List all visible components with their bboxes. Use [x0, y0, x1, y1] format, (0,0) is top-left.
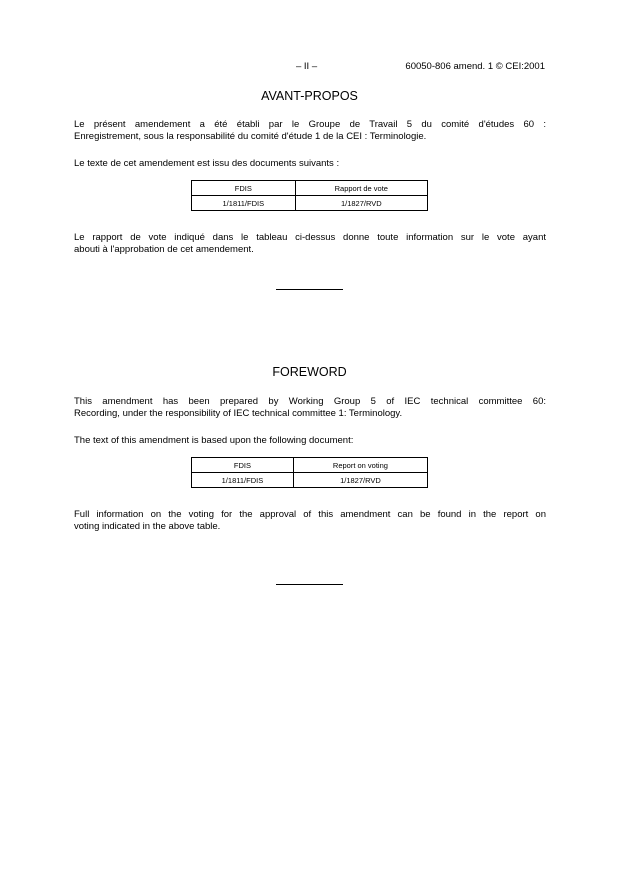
- table-header-fdis: FDIS: [192, 181, 296, 196]
- document-reference: 60050-806 amend. 1 © CEI:2001: [405, 61, 545, 72]
- english-intro-paragraph: [74, 396, 546, 420]
- english-table-intro: The text of this amendment is based upon the following document:: [74, 435, 354, 446]
- english-closing-line-1: Full information on the voting for the approval of this amendment can be found in the report on: [74, 509, 546, 520]
- table-header-row: [192, 458, 428, 473]
- french-intro-line-1: Le présent amendement a été établi par le Groupe de Travail 5 du comité d'études 60 :: [74, 119, 546, 130]
- english-intro-line-1: This amendment has been prepared by Working Group 5 of IEC technical committee 60:: [74, 396, 546, 407]
- table-cell-fdis: 1/1811/FDIS: [192, 473, 294, 488]
- table-header-voting-report: Report on voting: [293, 458, 427, 473]
- english-vote-table: [191, 457, 428, 488]
- french-vote-table: [191, 180, 428, 211]
- english-closing-line-2: voting indicated in the above table.: [74, 521, 221, 532]
- table-cell-rvd: 1/1827/RVD: [295, 196, 427, 211]
- table-cell-fdis: 1/1811/FDIS: [192, 196, 296, 211]
- page-number: – II –: [296, 61, 318, 72]
- french-closing-line-1: Le rapport de vote indiqué dans le tableau ci-dessus donne toute information sur le vote ayant: [74, 232, 546, 243]
- section-divider: [276, 289, 343, 290]
- french-intro-line-2: Enregistrement, sous la responsabilité du comité d'étude 1 de la CEI : Terminologie.: [74, 131, 427, 142]
- table-cell-rvd: 1/1827/RVD: [293, 473, 427, 488]
- table-header-vote-report: Rapport de vote: [295, 181, 427, 196]
- french-closing-line-2: abouti à l'approbation de cet amendement.: [74, 244, 254, 255]
- section-divider: [276, 584, 343, 585]
- table-header-fdis: FDIS: [192, 458, 294, 473]
- foreword-title: FOREWORD: [272, 365, 347, 379]
- french-table-intro: Le texte de cet amendement est issu des documents suivants :: [74, 158, 340, 169]
- table-header-row: [192, 181, 428, 196]
- table-row: [192, 473, 428, 488]
- avant-propos-title: AVANT-PROPOS: [261, 89, 358, 103]
- english-closing-paragraph: [74, 509, 546, 533]
- french-closing-paragraph: [74, 232, 546, 256]
- english-intro-line-2: Recording, under the responsibility of IEC technical committee 1: Terminology.: [74, 408, 403, 419]
- french-intro-paragraph: [74, 119, 546, 143]
- table-row: [192, 196, 428, 211]
